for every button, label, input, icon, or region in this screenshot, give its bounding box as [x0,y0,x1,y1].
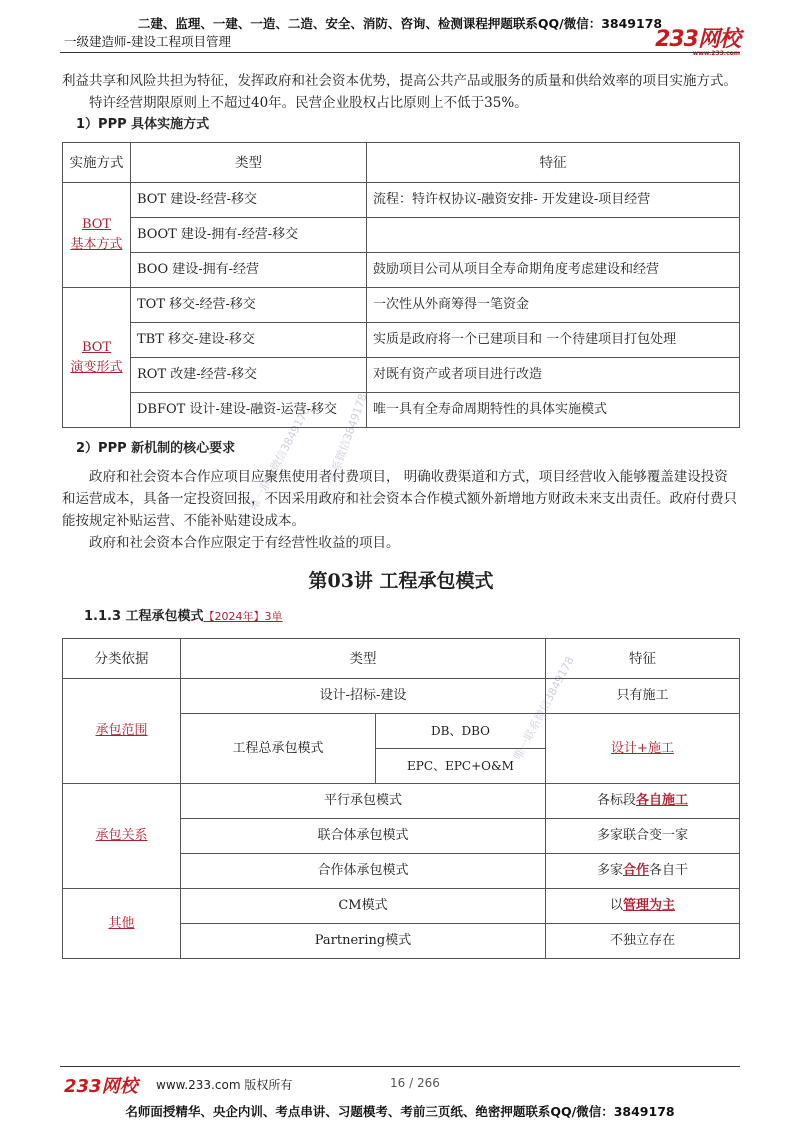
type-cell: 平行承包模式 [181,784,546,819]
type-cell: 联合体承包模式 [181,819,546,854]
header-banner: 二建、监理、一建、一造、二造、安全、消防、咨询、检测课程押题联系QQ/微信：3849178 [137,16,663,31]
table-header-row [63,143,740,183]
lecture-title: 第03讲 工程承包模式 [308,570,494,592]
type-cell: BOT 建设-经营-移交 [131,183,367,218]
ppp-table-heading: 1）PPP 具体实施方式 [76,117,210,132]
table-row [63,679,740,714]
type-cell: TBT 移交-建设-移交 [131,323,367,358]
section-title [84,606,740,628]
feature-cell: 对既有资产或者项目进行改造 [367,358,740,393]
feature-cell: 鼓励项目公司从项目全寿命期角度考虑建设和经营 [367,253,740,288]
feature-cell: 只有施工 [546,679,740,714]
category-cell: 其他 [63,889,181,959]
feature-highlight: 各自施工 [636,793,689,808]
type-cell: BOO 建设-拥有-经营 [131,253,367,288]
feature-text: 各自干 [649,863,689,878]
subtype-cell: DB、DBO [376,714,546,749]
column-header: 类型 [181,639,546,679]
feature-cell: 唯一具有全寿命周期特性的具体实施模式 [367,393,740,428]
feature-cell: 流程：特许权协议-融资安排- 开发建设-项目经营 [367,183,740,218]
type-cell: 设计-招标-建设 [181,679,546,714]
footer-logo: 233网校 [64,1076,138,1097]
type-cell: ROT 改建-经营-移交 [131,358,367,393]
type-cell: Partnering模式 [181,924,546,959]
feature-highlight: 管理为主 [623,898,676,913]
feature-cell [546,889,740,924]
ppp-mechanism-heading: 2）PPP 新机制的核心要求 [76,441,236,456]
table-row [63,393,740,428]
category-cell: 承包关系 [63,784,181,889]
feature-cell [546,924,740,959]
subtype-cell: EPC、EPC+O&M [376,749,546,784]
feature-cell [367,218,740,253]
table-row [63,784,740,819]
feature-cell [546,819,740,854]
category-cell [63,183,131,288]
watermark: 唯一联系微信3849178 [318,391,370,505]
table-row [63,218,740,253]
logo-url: www.233.com [692,50,740,57]
type-cell: 工程总承包模式 [181,714,376,784]
section-title-text: 1.1.3 工程承包模式 [84,609,204,624]
category-label: 基本方式 [70,237,123,252]
table-row [63,889,740,924]
type-cell: 合作体承包模式 [181,854,546,889]
feature-cell [546,854,740,889]
table-row [63,253,740,288]
type-cell: TOT 移交-经营-移交 [131,288,367,323]
type-cell: BOOT 建设-拥有-经营-移交 [131,218,367,253]
category-cell [63,288,131,428]
table-row [63,288,740,323]
table-header-row [63,639,740,679]
table-row [63,358,740,393]
type-cell: DBFOT 设计-建设-融资-运营-移交 [131,393,367,428]
column-header: 分类依据 [63,639,181,679]
feature-cell: 一次性从外商筹得一笔资金 [367,288,740,323]
watermark: 唯一联系微信3849178 [511,654,577,763]
footer-divider [60,1066,740,1067]
feature-text: 各标段 [596,793,636,808]
page-number: 16 / 266 [390,1076,440,1090]
document-subtitle: 一级建造师-建设工程项目管理 [64,34,232,49]
category-cell: 承包范围 [63,679,181,784]
column-header: 特征 [367,143,740,183]
footer-copyright: www.233.com 版权所有 [156,1078,293,1092]
feature-cell: 设计+施工 [546,714,740,784]
table-row [63,323,740,358]
category-label: BOT [81,217,112,232]
feature-highlight: 合作 [622,863,649,878]
intro-paragraph: 利益共享和风险共担为特征，发挥政府和社会资本优势，提高公共产品或服务的质量和供给效率的项目实施方式。 [62,73,737,89]
exam-year-tag: 【2024年】3单 [203,610,283,623]
table-row [63,183,740,218]
type-cell: CM模式 [181,889,546,924]
watermark: 唯一联系微信3849178 [247,404,313,513]
intro-paragraph-2: 特许经营期限原则上不超过40年。民营企业股权占比原则上不低于35%。 [89,95,528,111]
column-header: 特征 [546,639,740,679]
feature-text: 多家 [596,863,623,878]
contract-mode-table [62,638,740,959]
mechanism-paragraph: 政府和社会资本合作应项目应聚焦使用者付费项目， 明确收费渠道和方式，项目经营收入能够覆盖建设投资和运营成本，具备一定投资回报，不因采用政府和社会资本合作模式额外新增地方财政未来支出责任。政府付费只能按规定补贴运营、不能补贴建设成本。 [62,469,737,529]
header-divider [60,52,740,53]
feature-text: 不独立存在 [609,933,675,948]
feature-text: 多家联合变一家 [596,828,688,843]
logo-text: 233网校 [655,27,740,52]
feature-text: 以 [609,898,623,913]
page-content [62,70,740,959]
category-label: 演变形式 [70,359,123,375]
footer-banner: 名师面授精华、央企内训、考点串讲、习题模考、考前三页纸、绝密押题联系QQ/微信：3849178 [125,1104,675,1119]
feature-cell [546,784,740,819]
ppp-implementation-table [62,142,740,428]
column-header: 类型 [131,143,367,183]
column-header: 实施方式 [63,143,131,183]
feature-cell: 实质是政府将一个已建项目和 一个待建项目打包处理 [367,323,740,358]
category-label: BOT [81,339,112,355]
mechanism-paragraph-2: 政府和社会资本合作应限定于有经营性收益的项目。 [89,535,400,551]
